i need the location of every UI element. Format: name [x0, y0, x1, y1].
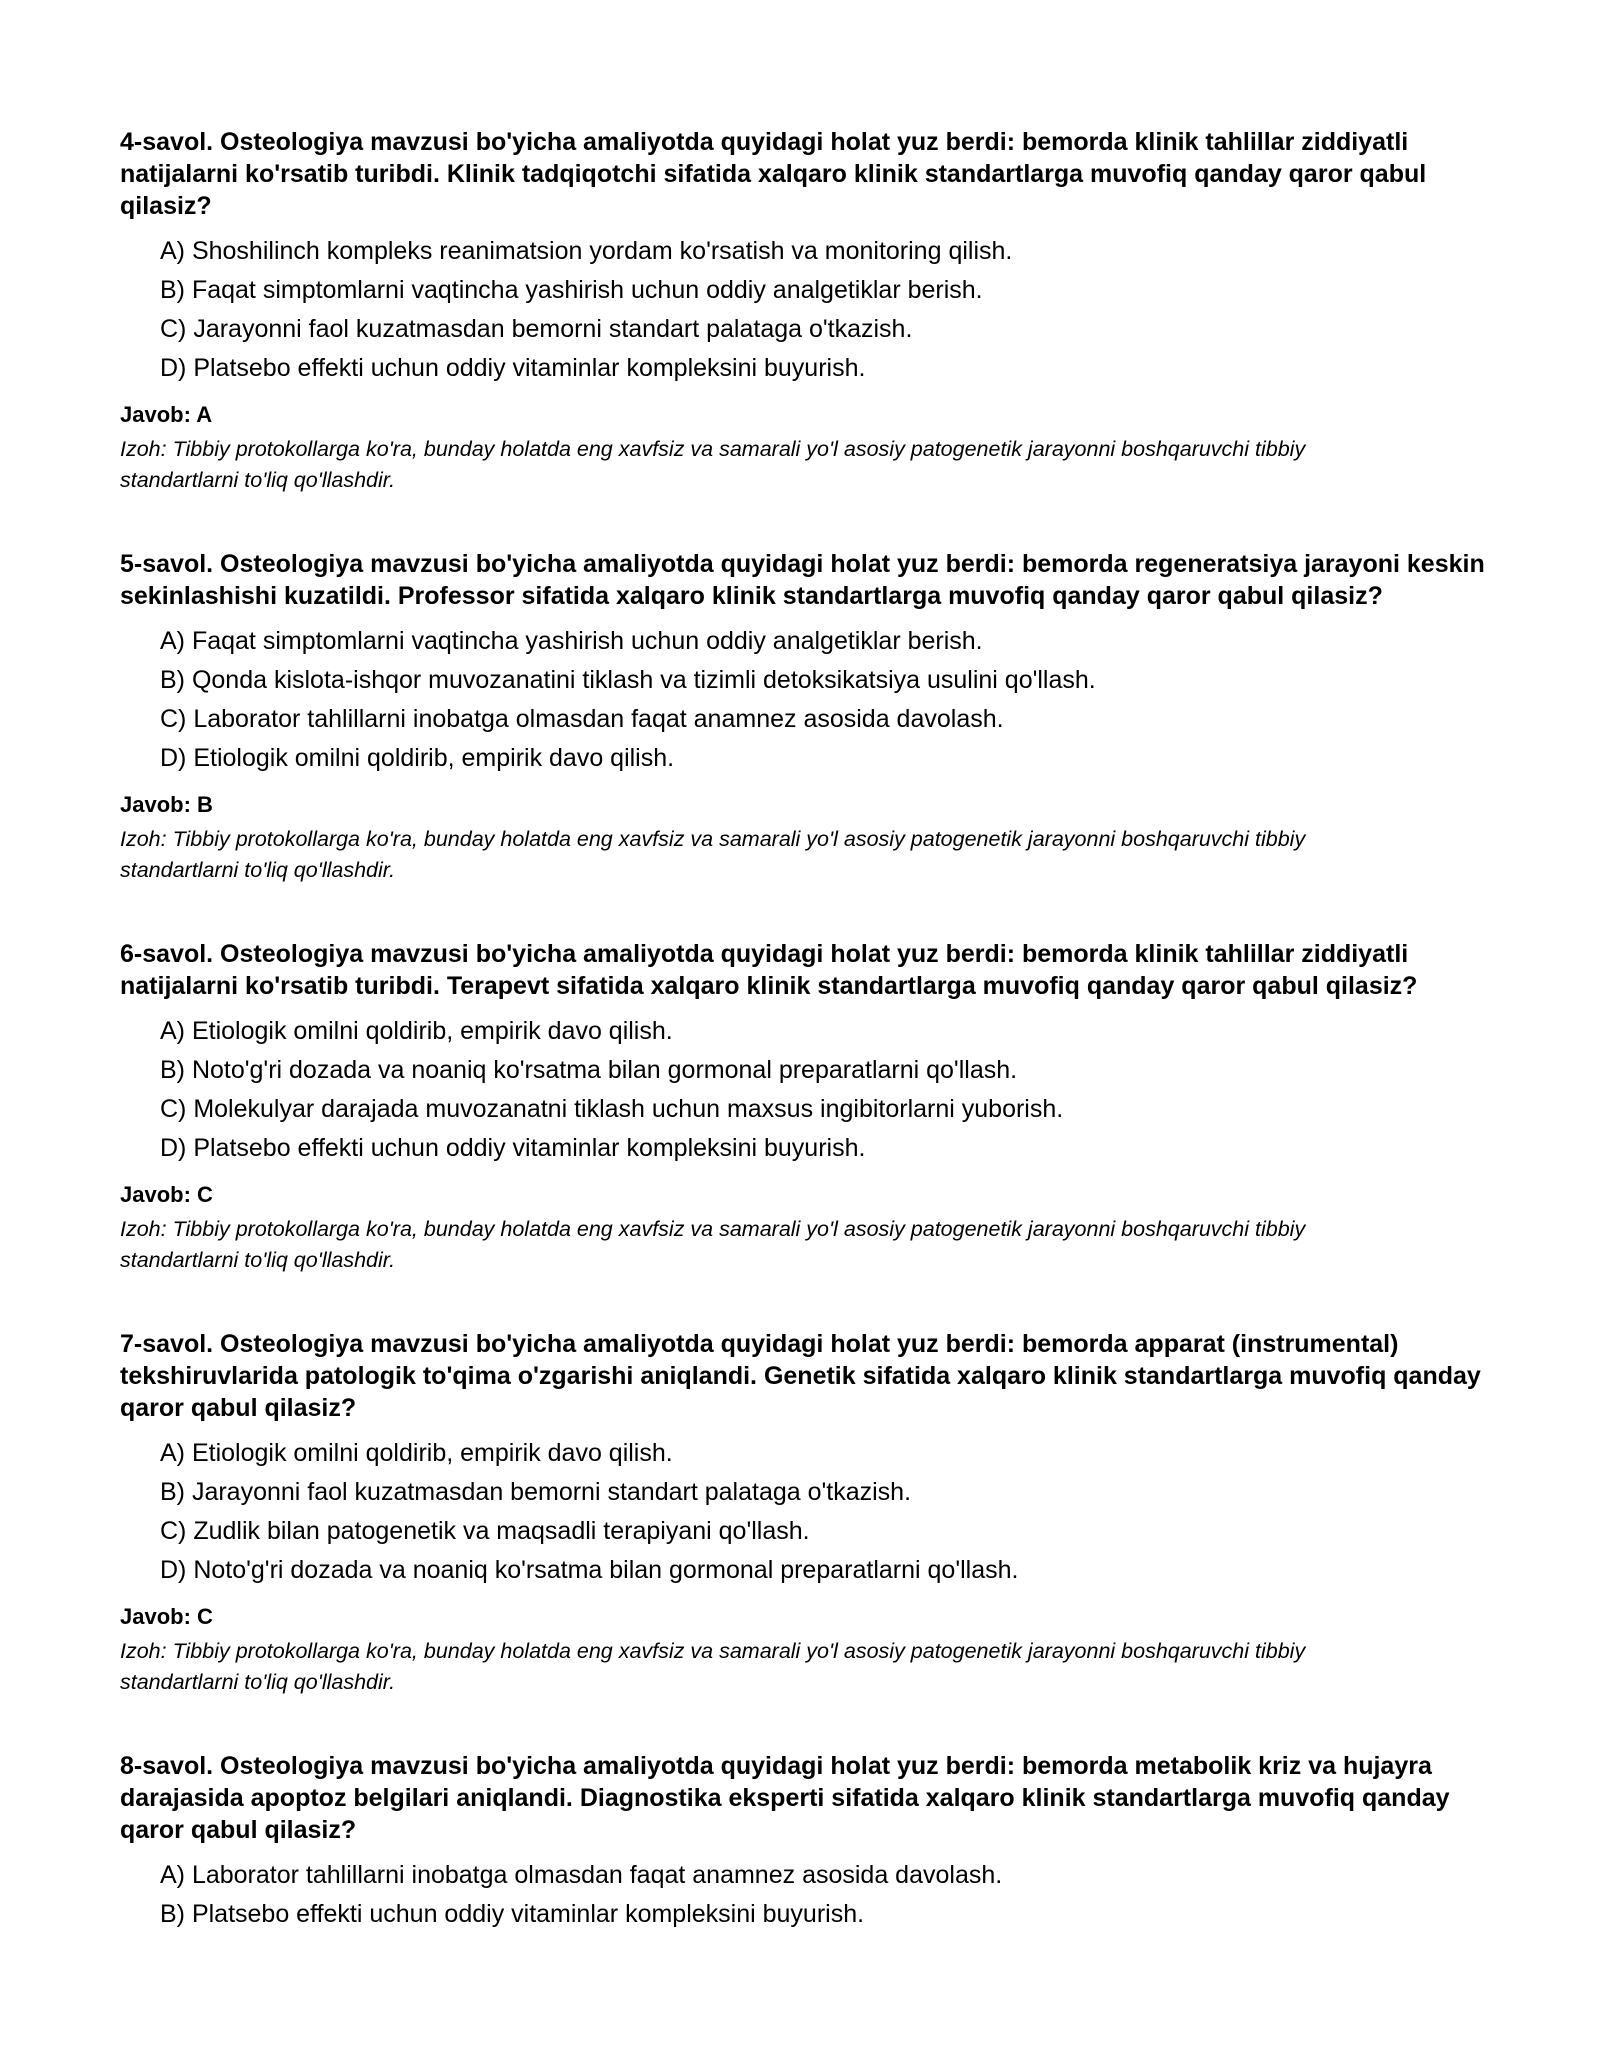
question-block — [120, 126, 1500, 496]
option-c: C) Zudlik bilan patogenetik va maqsadli terapiyani qo'llash. — [160, 1517, 810, 1545]
option-a: A) Etiologik omilni qoldirib, empirik davo qilish. — [160, 1439, 673, 1467]
option-c: C) Molekulyar darajada muvozanatni tiklash uchun maxsus ingibitorlarni yuborish. — [160, 1095, 1064, 1123]
option-c: C) Jarayonni faol kuzatmasdan bemorni standart palataga o'tkazish. — [160, 315, 913, 343]
option-d: D) Etiologik omilni qoldirib, empirik davo qilish. — [160, 744, 675, 772]
option-d: D) Noto'g'ri dozada va noaniq ko'rsatma bilan gormonal preparatlarni qo'llash. — [160, 1556, 1019, 1584]
document-page — [120, 126, 1500, 1986]
option-b: B) Jarayonni faol kuzatmasdan bemorni standart palataga o'tkazish. — [160, 1478, 912, 1506]
question-title: 6-savol. Osteologiya mavzusi bo'yicha amaliyotda quyidagi holat yuz berdi: bemorda klinik tahlillar ziddiyatli natijalarni ko'rsatib turibdi. Terapevt sifatida xalqaro klinik standartlarga muvofiq qanday qaror qabul qilasiz? — [120, 940, 1418, 1000]
option-a: A) Shoshilinch kompleks reanimatsion yordam ko'rsatish va monitoring qilish. — [160, 237, 1013, 265]
option-a: A) Faqat simptomlarni vaqtincha yashirish uchun oddiy analgetiklar berish. — [160, 627, 983, 655]
answer-options — [120, 1434, 1500, 1590]
explanation: Izoh: Tibbiy protokollarga ko'ra, bunday holatda eng xavfsiz va samarali yo'l asosiy patogenetik jarayonni boshqaruvchi tibbiy standartlarni to'liq qo'llashdir. — [120, 827, 1306, 882]
option-d: D) Platsebo effekti uchun oddiy vitaminlar kompleksini buyurish. — [160, 354, 866, 382]
explanation: Izoh: Tibbiy protokollarga ko'ra, bunday holatda eng xavfsiz va samarali yo'l asosiy patogenetik jarayonni boshqaruvchi tibbiy standartlarni to'liq qo'llashdir. — [120, 437, 1306, 492]
option-a: A) Etiologik omilni qoldirib, empirik davo qilish. — [160, 1017, 673, 1045]
correct-answer: Javob: A — [120, 402, 213, 427]
correct-answer: Javob: B — [120, 792, 213, 817]
correct-answer: Javob: C — [120, 1182, 213, 1207]
answer-options — [120, 1856, 1500, 1934]
correct-answer: Javob: C — [120, 1604, 213, 1629]
option-c: C) Laborator tahlillarni inobatga olmasdan faqat anamnez asosida davolash. — [160, 705, 1004, 733]
option-b: B) Qonda kislota-ishqor muvozanatini tiklash va tizimli detoksikatsiya usulini qo'llash. — [160, 666, 1096, 694]
answer-options — [120, 232, 1500, 388]
option-b: B) Faqat simptomlarni vaqtincha yashirish uchun oddiy analgetiklar berish. — [160, 276, 983, 304]
explanation: Izoh: Tibbiy protokollarga ko'ra, bunday holatda eng xavfsiz va samarali yo'l asosiy patogenetik jarayonni boshqaruvchi tibbiy standartlarni to'liq qo'llashdir. — [120, 1639, 1306, 1694]
question-block — [120, 938, 1500, 1276]
explanation: Izoh: Tibbiy protokollarga ko'ra, bunday holatda eng xavfsiz va samarali yo'l asosiy patogenetik jarayonni boshqaruvchi tibbiy standartlarni to'liq qo'llashdir. — [120, 1217, 1306, 1272]
answer-options — [120, 622, 1500, 778]
question-title: 7-savol. Osteologiya mavzusi bo'yicha amaliyotda quyidagi holat yuz berdi: bemorda apparat (instrumental) tekshiruvlarida patologik to'qima o'zgarishi aniqlandi. Genetik sifatida xalqaro klinik standartlarga muvofiq qanday qaror qabul qilasiz? — [120, 1330, 1481, 1422]
question-title: 8-savol. Osteologiya mavzusi bo'yicha amaliyotda quyidagi holat yuz berdi: bemorda metabolik kriz va hujayra darajasida apoptoz belgilari aniqlandi. Diagnostika eksperti sifatida xalqaro klinik standartlarga muvofiq qanday qaror qabul qilasiz? — [120, 1752, 1450, 1844]
option-a: A) Laborator tahlillarni inobatga olmasdan faqat anamnez asosida davolash. — [160, 1861, 1003, 1889]
option-b: B) Platsebo effekti uchun oddiy vitaminlar kompleksini buyurish. — [160, 1900, 865, 1928]
option-d: D) Platsebo effekti uchun oddiy vitaminlar kompleksini buyurish. — [160, 1134, 866, 1162]
question-block — [120, 1750, 1500, 1934]
answer-options — [120, 1012, 1500, 1168]
question-title: 4-savol. Osteologiya mavzusi bo'yicha amaliyotda quyidagi holat yuz berdi: bemorda klinik tahlillar ziddiyatli natijalarni ko'rsatib turibdi. Klinik tadqiqotchi sifatida xalqaro klinik standartlarga muvofiq qanday qaror qabul qilasiz? — [120, 128, 1427, 220]
option-b: B) Noto'g'ri dozada va noaniq ko'rsatma bilan gormonal preparatlarni qo'llash. — [160, 1056, 1018, 1084]
question-title: 5-savol. Osteologiya mavzusi bo'yicha amaliyotda quyidagi holat yuz berdi: bemorda regeneratsiya jarayoni keskin sekinlashishi kuzatildi. Professor sifatida xalqaro klinik standartlarga muvofiq qanday qaror qabul qilasiz? — [120, 550, 1485, 610]
question-block — [120, 1328, 1500, 1698]
question-block — [120, 548, 1500, 886]
